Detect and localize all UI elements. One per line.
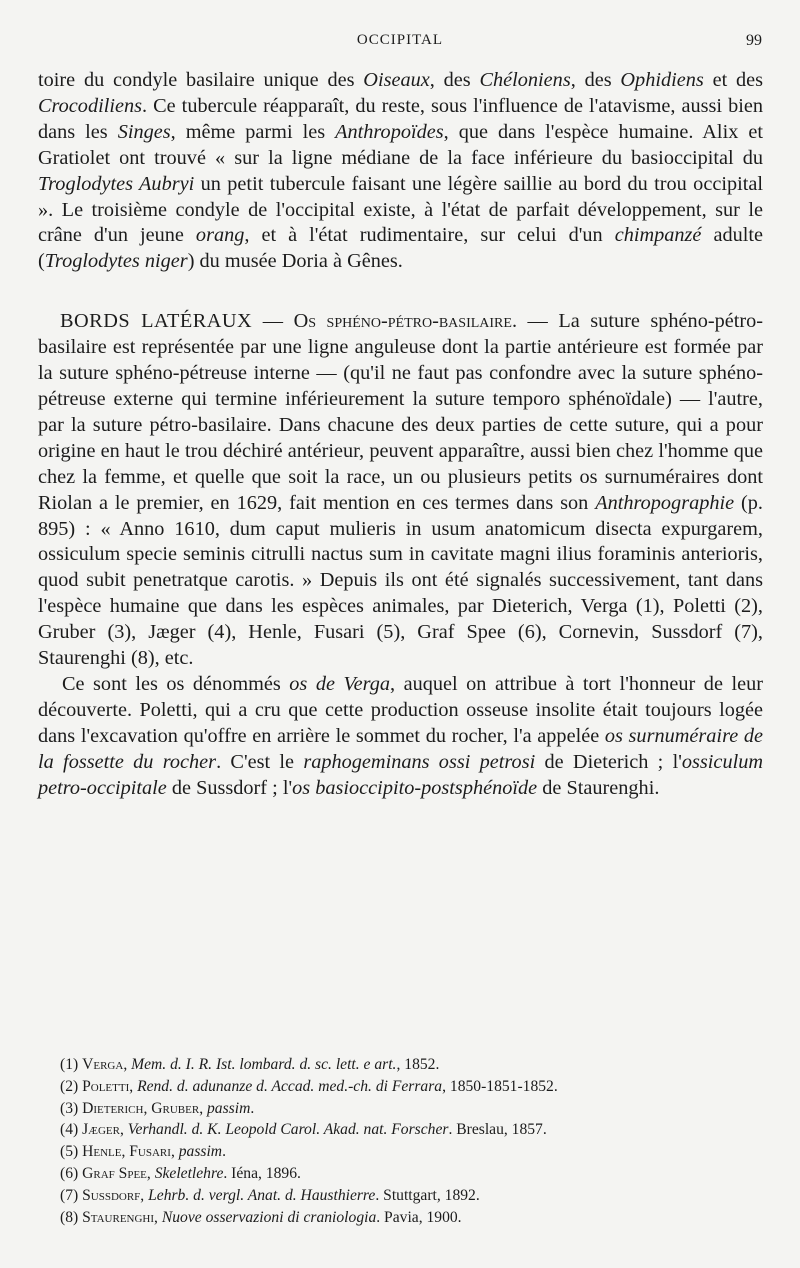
footnote bbox=[60, 1098, 760, 1120]
footnote-number: (3) bbox=[60, 1099, 79, 1117]
italic-term: raphogeminans ossi petrosi bbox=[303, 750, 536, 773]
footnote-author: Dieterich, Gruber bbox=[82, 1099, 200, 1117]
text-run: . C'est le bbox=[216, 750, 304, 773]
footnote-title: Mem. d. I. R. Ist. lombard. d. sc. lett. e art. bbox=[131, 1056, 397, 1073]
italic-term: os surnuméraire de la fossette du rocher bbox=[38, 724, 763, 773]
text-run: , bbox=[123, 1056, 132, 1073]
paragraph-condyle bbox=[38, 68, 763, 275]
text-run: , des bbox=[429, 69, 480, 91]
footnote-number: (4) bbox=[60, 1121, 79, 1139]
italic-term: Anthropographie bbox=[595, 491, 735, 514]
footnote-title: Verhandl. d. K. Leopold Carol. Akad. nat. Forscher bbox=[127, 1121, 449, 1139]
footnote-author: Verga bbox=[82, 1056, 124, 1073]
section-subheading: Os sphéno-pétro-basilaire. bbox=[293, 310, 518, 333]
footnote-rest: . bbox=[222, 1143, 226, 1161]
text-run: , que dans l'espèce humaine. Alix et Gratiolet ont trouvé « sur la ligne médiane de la face inférieure du basioccipital du bbox=[38, 120, 763, 169]
text-run: de Staurenghi. bbox=[537, 776, 660, 799]
footnote-title: Lehrb. d. vergl. Anat. d. Hausthierre bbox=[148, 1186, 376, 1204]
italic-term: Troglodytes Aubryi bbox=[38, 172, 195, 195]
italic-term: Singes bbox=[117, 120, 171, 143]
footnote-author: Graf Spee bbox=[82, 1164, 147, 1182]
footnote bbox=[60, 1076, 760, 1098]
text-run: , et à l'état rudimentaire, sur celui d'un bbox=[244, 224, 615, 247]
text-run: — bbox=[252, 310, 294, 333]
running-title: OCCIPITAL bbox=[356, 32, 444, 48]
footnote-number: (5) bbox=[60, 1143, 79, 1161]
text-run: un petit tubercule faisant une légère saillie au bord du trou occipital ». Le troisième condyle de l'occipital existe, à l'état de parfait développement, sur le crâne d'un jeune bbox=[38, 172, 764, 247]
footnote-title: Skeletlehre bbox=[154, 1164, 224, 1182]
footnote-number: (8) bbox=[60, 1208, 79, 1226]
body-text bbox=[38, 68, 763, 801]
section-heading: BORDS LATÉRAUX bbox=[60, 310, 253, 333]
footnote bbox=[60, 1141, 760, 1163]
italic-term: os de Verga bbox=[289, 672, 391, 695]
footnote bbox=[60, 1185, 760, 1207]
italic-term: ossiculum petro-occipitale bbox=[38, 750, 763, 799]
footnote bbox=[60, 1207, 760, 1229]
text-run: . Ce tubercule réapparaît, du reste, sous l'influence de l'atavisme, aussi bien dans les bbox=[38, 94, 763, 143]
footnotes bbox=[60, 1054, 760, 1228]
text-run: , bbox=[199, 1099, 207, 1117]
paragraph-bords-lateraux bbox=[38, 309, 763, 672]
text-run: , bbox=[170, 1143, 179, 1161]
text-run: de Sussdorf ; l' bbox=[166, 776, 293, 799]
italic-term: orang bbox=[195, 224, 245, 247]
text-run: Ce sont les os dénommés bbox=[62, 672, 290, 695]
text-run: adulte ( bbox=[38, 224, 763, 273]
text-run: — La suture sphéno-pétro-basilaire est représentée par une ligne anguleuse dont la partie antérieure est formée par la suture sphéno-pétreuse interne — (qu'il ne faut pas confondre avec la suture sphéno-pétreuse externe qui termine inférieurement la suture temporo sphénoïdale) — l'autre, par la suture pétro-basilaire. Dans chacune des deux parties de cette suture, qui a pour origine en haut le trou déchiré antérieur, peuvent apparaître, aussi bien chez l'homme que chez la femme, et quelle que soit la race, un ou plusieurs petits os surnuméraires dont Riolan a le premier, en 1629, fait mention en ces termes dans son bbox=[38, 310, 764, 514]
italic-term: Ophidiens bbox=[620, 69, 704, 91]
text-run: et des bbox=[703, 69, 764, 91]
text-run: , bbox=[146, 1164, 155, 1182]
paragraph-os-de-verga bbox=[38, 672, 763, 802]
text-run: , bbox=[119, 1121, 128, 1139]
footnote-title: passim bbox=[207, 1099, 251, 1117]
italic-term: Crocodiliens bbox=[38, 94, 143, 117]
footnote-author: Sussdorf bbox=[82, 1186, 141, 1204]
footnote-author: Poletti bbox=[82, 1077, 130, 1095]
footnote-title: Nuove osservazioni di craniologia bbox=[161, 1208, 377, 1226]
footnote-number: (1) bbox=[60, 1056, 79, 1073]
footnote-author: Staurenghi bbox=[82, 1208, 155, 1226]
footnote bbox=[60, 1054, 760, 1076]
footnote-rest: . Stuttgart, 1892. bbox=[375, 1186, 480, 1204]
footnote-author: Jæger bbox=[82, 1121, 120, 1139]
footnote bbox=[60, 1163, 760, 1185]
footnote-rest: . Iéna, 1896. bbox=[223, 1164, 301, 1182]
footnote-title: passim bbox=[178, 1143, 223, 1161]
italic-term: Troglodytes niger bbox=[44, 250, 188, 273]
text-run: ) du musée Doria à Gênes. bbox=[187, 250, 403, 273]
footnote-number: (6) bbox=[60, 1164, 79, 1182]
italic-term: os basioccipito-postsphénoïde bbox=[292, 776, 538, 799]
footnote-number: (2) bbox=[60, 1077, 79, 1095]
running-head bbox=[0, 30, 800, 54]
footnote-rest: . bbox=[250, 1099, 255, 1117]
text-run: , auquel on attribue à tort l'honneur de leur découverte. Poletti, qui a cru que cette production osseuse insolite était toujours logée dans l'excavation qu'offre en arrière le sommet du rocher, l'a appelée bbox=[38, 672, 763, 747]
italic-term: Chéloniens bbox=[479, 69, 571, 91]
italic-term: Anthropoïdes bbox=[335, 120, 444, 143]
italic-term: Oiseaux bbox=[363, 69, 430, 91]
italic-term: chimpanzé bbox=[614, 224, 702, 247]
text-run: , bbox=[154, 1208, 162, 1226]
footnote-rest: . Pavia, 1900. bbox=[376, 1208, 462, 1226]
text-run: , bbox=[140, 1186, 149, 1204]
footnote-rest: , 1850-1851-1852. bbox=[442, 1077, 558, 1095]
footnote-rest: , 1852. bbox=[396, 1056, 440, 1073]
footnote bbox=[60, 1119, 760, 1141]
footnote-number: (7) bbox=[60, 1186, 79, 1204]
text-run: toire du condyle basilaire unique des bbox=[38, 69, 364, 91]
footnote-rest: . Breslau, 1857. bbox=[448, 1121, 547, 1139]
text-run: , même parmi les bbox=[170, 120, 336, 143]
text-run: (p. 895) : « Anno 1610, dum caput mulieris in usum anatomicum disecta expurgarem, ossiculum specie seminis citrulli nactus sum in cavitate magni ilius foraminis anterioris, quod subit penetratque carotis. » Depuis ils ont été signalés successivement, tant dans l'espèce humaine que dans les espèces animales, par Dieterich, Verga (1), Poletti (2), Gruber (3), Jæger (4), Henle, Fusari (5), Graf Spee (6), Cornevin, Sussdorf (7), Staurenghi (8), etc. bbox=[38, 491, 763, 670]
footnote-author: Henle, Fusari bbox=[82, 1143, 171, 1161]
page-number: 99 bbox=[746, 32, 762, 49]
text-run: , des bbox=[570, 69, 621, 91]
text-run: , bbox=[129, 1077, 138, 1095]
footnote-title: Rend. d. adunanze d. Accad. med.-ch. di Ferrara bbox=[137, 1077, 443, 1095]
text-run: de Dieterich ; l' bbox=[535, 750, 682, 773]
